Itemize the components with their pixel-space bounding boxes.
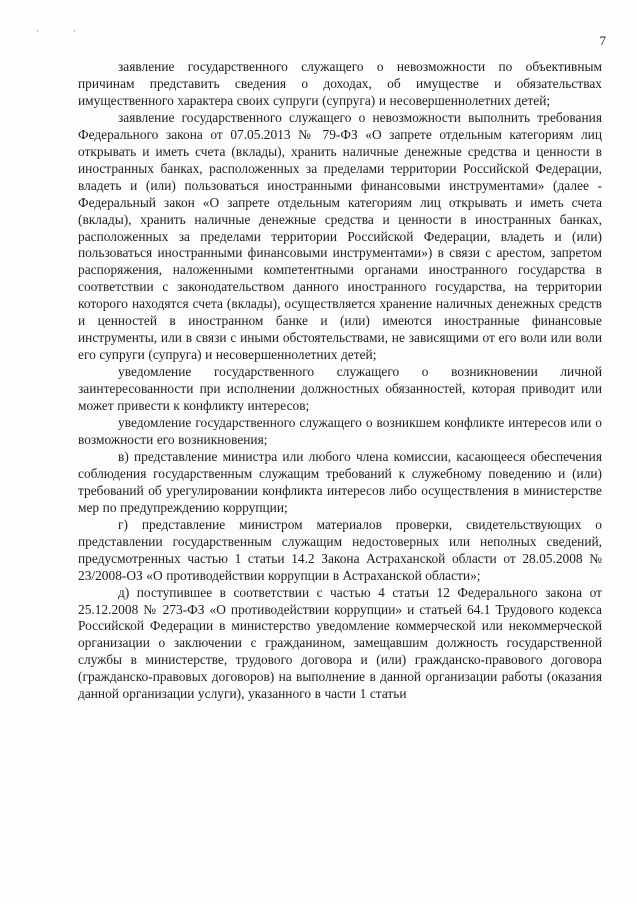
paragraph-notice-conflict-of-interest: уведомление государственного служащего о возникшем конфликте интересов или о возможности его возникновения; (78, 415, 602, 447)
paragraph-notice-personal-interest: уведомление государственного служащего о возникновении личной заинтересованности при исполнении должностных обязанностей, которая приводит или может привести к конфликту интересов; (78, 364, 602, 414)
scan-mark: · (73, 26, 76, 36)
paragraph-statement-income-info: заявление государственного служащего о невозможности по объективным причинам представить сведения о доходах, об имуществе и обязательствах имущественного характера своих супруги (супруга) и несовершеннолетних детей; (78, 59, 602, 108)
paragraph-item-g: г) представление министром материалов проверки, свидетельствующих о представлении государственным служащим недостоверных или неполных сведений, предусмотренных частью 1 статьи 14.2 Закона Астраханской области от 28.05.2008 № 23/2008-ОЗ «О противодействии коррупции в Астраханской области»; (78, 516, 602, 583)
scan-mark: · (36, 26, 39, 36)
paragraph-item-d: д) поступившее в соответствии с частью 4 статьи 12 Федерального закона от 25.12.2008 № 273-ФЗ «О противодействии коррупции» и статьей 64.1 Трудового кодекса Российской Федерации в министерство уведомление коммерческой или некоммерческой организации о заключении с гражданином, замещавшим должность государственной службы в министерстве, трудового договора и (или) гражданско-правового договора (гражданско-правовых договоров) на выполнение в данной организации работы (оказания данной организации услуги), указанного в части 1 статьи (78, 584, 602, 702)
paragraph-statement-foreign-accounts: заявление государственного служащего о невозможности выполнить требования Федерального закона от 07.05.2013 № 79-ФЗ «О запрете отдельным категориям лиц открывать и иметь счета (вклады), хранить наличные денежные средства и ценности в иностранных банках, расположенных за пределами территории Российской Федерации, владеть и (или) пользоваться иностранными финансовыми инструментами» (далее - Федеральный закон «О запрете отдельным категориям лиц открывать и иметь счета (вклады), хранить наличные денежные средства и ценности в иностранных банках, расположенных за пределами территории Российской Федерации, владеть и (или) пользоваться иностранными финансовыми инструментами») в связи с арестом, запретом распоряжения, наложенными компетентными органами иностранного государства в соответствии с законодательством данного иностранного государства, на территории которого находятся счета (вклады), осуществляется хранение наличных денежных средств и ценностей в иностранном банке и (или) имеются иностранные финансовые инструменты, или в связи с иными обстоятельствами, не зависящими от его воли или воли его супруги (супруга) и несовершеннолетних детей; (78, 109, 602, 363)
page-number: 7 (599, 33, 606, 48)
paragraph-item-v: в) представление министра или любого члена комиссии, касающееся обеспечения соблюдения государственным служащим требований к служебному поведению и (или) требований об урегулировании конфликта интересов либо осуществления в министерстве мер по предупреждению коррупции; (78, 448, 602, 515)
document-body (78, 59, 602, 703)
